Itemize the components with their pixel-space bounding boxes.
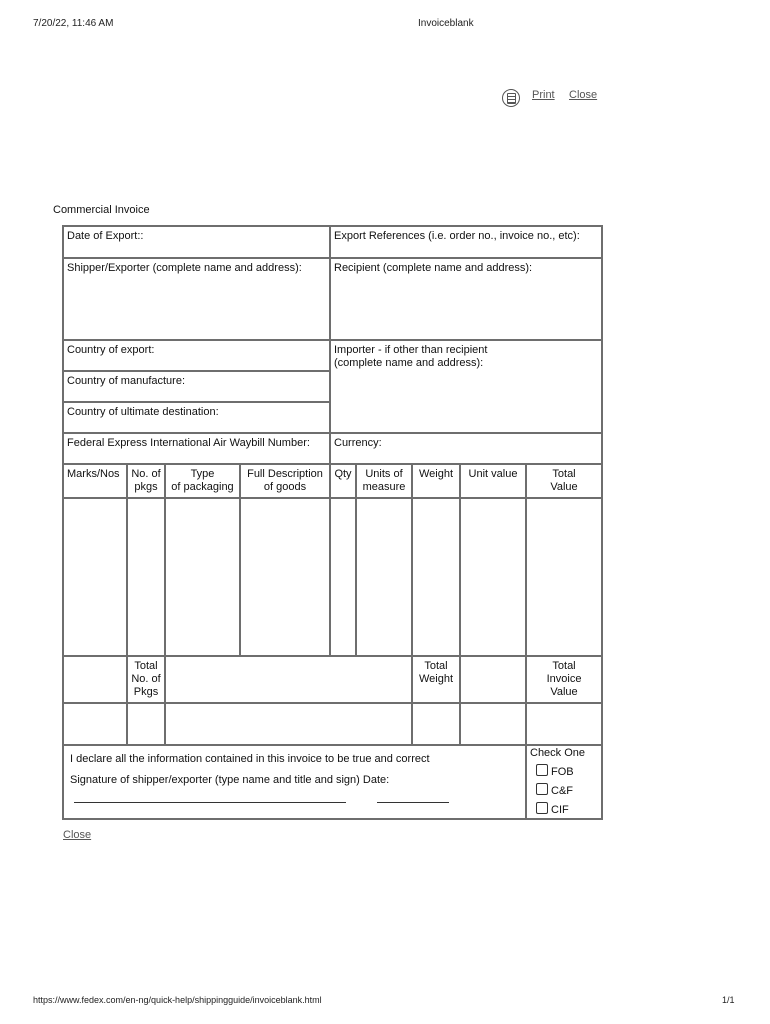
print-link[interactable]: Print xyxy=(532,89,555,101)
currency-field[interactable]: Currency: xyxy=(330,433,602,464)
label-total-weight: Total Weight xyxy=(412,656,460,703)
importer-label-line1: Importer - if other than recipient xyxy=(334,344,488,356)
totals-entry-spacer xyxy=(165,703,412,745)
print-page-count: 1/1 xyxy=(722,995,735,1005)
cell-units-of-measure[interactable] xyxy=(356,498,412,656)
importer-field[interactable] xyxy=(330,340,602,433)
totals-entry-spacer-2 xyxy=(460,703,526,745)
check-one-block xyxy=(526,745,602,819)
col-marks-nos: Marks/Nos xyxy=(63,464,127,498)
cell-total-value[interactable] xyxy=(526,498,602,656)
col-no-of-pkgs: No. of pkgs xyxy=(127,464,165,498)
cell-unit-value[interactable] xyxy=(460,498,526,656)
totals-spacer-2 xyxy=(460,656,526,703)
check-one-label: Check One xyxy=(530,747,586,759)
signature-label: Signature of shipper/exporter (type name and title and sign) Date: xyxy=(70,774,390,786)
date-line[interactable] xyxy=(377,801,449,803)
col-units-of-measure: Units of measure xyxy=(356,464,412,498)
country-of-destination-field[interactable]: Country of ultimate destination: xyxy=(63,402,330,433)
option-cf[interactable]: C&F xyxy=(530,783,598,798)
col-total-value: Total Value xyxy=(526,464,602,498)
cell-marks-nos[interactable] xyxy=(63,498,127,656)
declaration-block xyxy=(63,745,526,819)
col-type-of-packaging: Type of packaging xyxy=(165,464,240,498)
col-qty: Qty xyxy=(330,464,356,498)
label-total-no-of-pkgs: Total No. of Pkgs xyxy=(127,656,165,703)
label-total-invoice-value: Total Invoice Value xyxy=(526,656,602,703)
declaration-statement: I declare all the information contained in this invoice to be true and correct xyxy=(70,753,430,765)
signature-line[interactable] xyxy=(74,801,346,803)
totals-spacer xyxy=(165,656,412,703)
col-full-description: Full Description of goods xyxy=(240,464,330,498)
country-of-manufacture-field[interactable]: Country of manufacture: xyxy=(63,371,330,402)
cell-type-of-packaging[interactable] xyxy=(165,498,240,656)
commercial-invoice-table xyxy=(62,225,603,820)
cell-no-of-pkgs[interactable] xyxy=(127,498,165,656)
print-datetime: 7/20/22, 11:46 AM xyxy=(33,18,114,29)
export-references-field[interactable]: Export References (i.e. order no., invoice no., etc): xyxy=(330,226,602,258)
country-of-export-field[interactable]: Country of export: xyxy=(63,340,330,371)
bottom-close-link[interactable]: Close xyxy=(63,829,92,841)
option-cif[interactable]: CIF xyxy=(530,802,598,817)
shipper-field[interactable]: Shipper/Exporter (complete name and address): xyxy=(63,258,330,340)
totals-blank xyxy=(63,656,127,703)
col-weight: Weight xyxy=(412,464,460,498)
date-of-export-field[interactable]: Date of Export:: xyxy=(63,226,330,258)
cell-full-description[interactable] xyxy=(240,498,330,656)
form-title: Commercial Invoice xyxy=(53,204,150,216)
cf-checkbox[interactable] xyxy=(536,783,548,795)
cif-checkbox[interactable] xyxy=(536,802,548,814)
print-icon[interactable] xyxy=(502,89,520,107)
waybill-field[interactable]: Federal Express International Air Waybill Number: xyxy=(63,433,330,464)
option-fob[interactable]: FOB xyxy=(530,764,598,779)
print-url: https://www.fedex.com/en-ng/quick-help/shippingguide/invoiceblank.html xyxy=(33,995,322,1005)
col-unit-value: Unit value xyxy=(460,464,526,498)
total-pkgs-value[interactable] xyxy=(127,703,165,745)
total-invoice-value[interactable] xyxy=(526,703,602,745)
recipient-field[interactable]: Recipient (complete name and address): xyxy=(330,258,602,340)
totals-entry-blank xyxy=(63,703,127,745)
signature-lines xyxy=(70,801,519,803)
fob-checkbox[interactable] xyxy=(536,764,548,776)
cell-qty[interactable] xyxy=(330,498,356,656)
cell-weight[interactable] xyxy=(412,498,460,656)
total-weight-value[interactable] xyxy=(412,703,460,745)
print-page-title: Invoiceblank xyxy=(418,18,474,29)
importer-label-line2: (complete name and address): xyxy=(334,357,484,369)
close-link[interactable]: Close xyxy=(569,89,598,101)
